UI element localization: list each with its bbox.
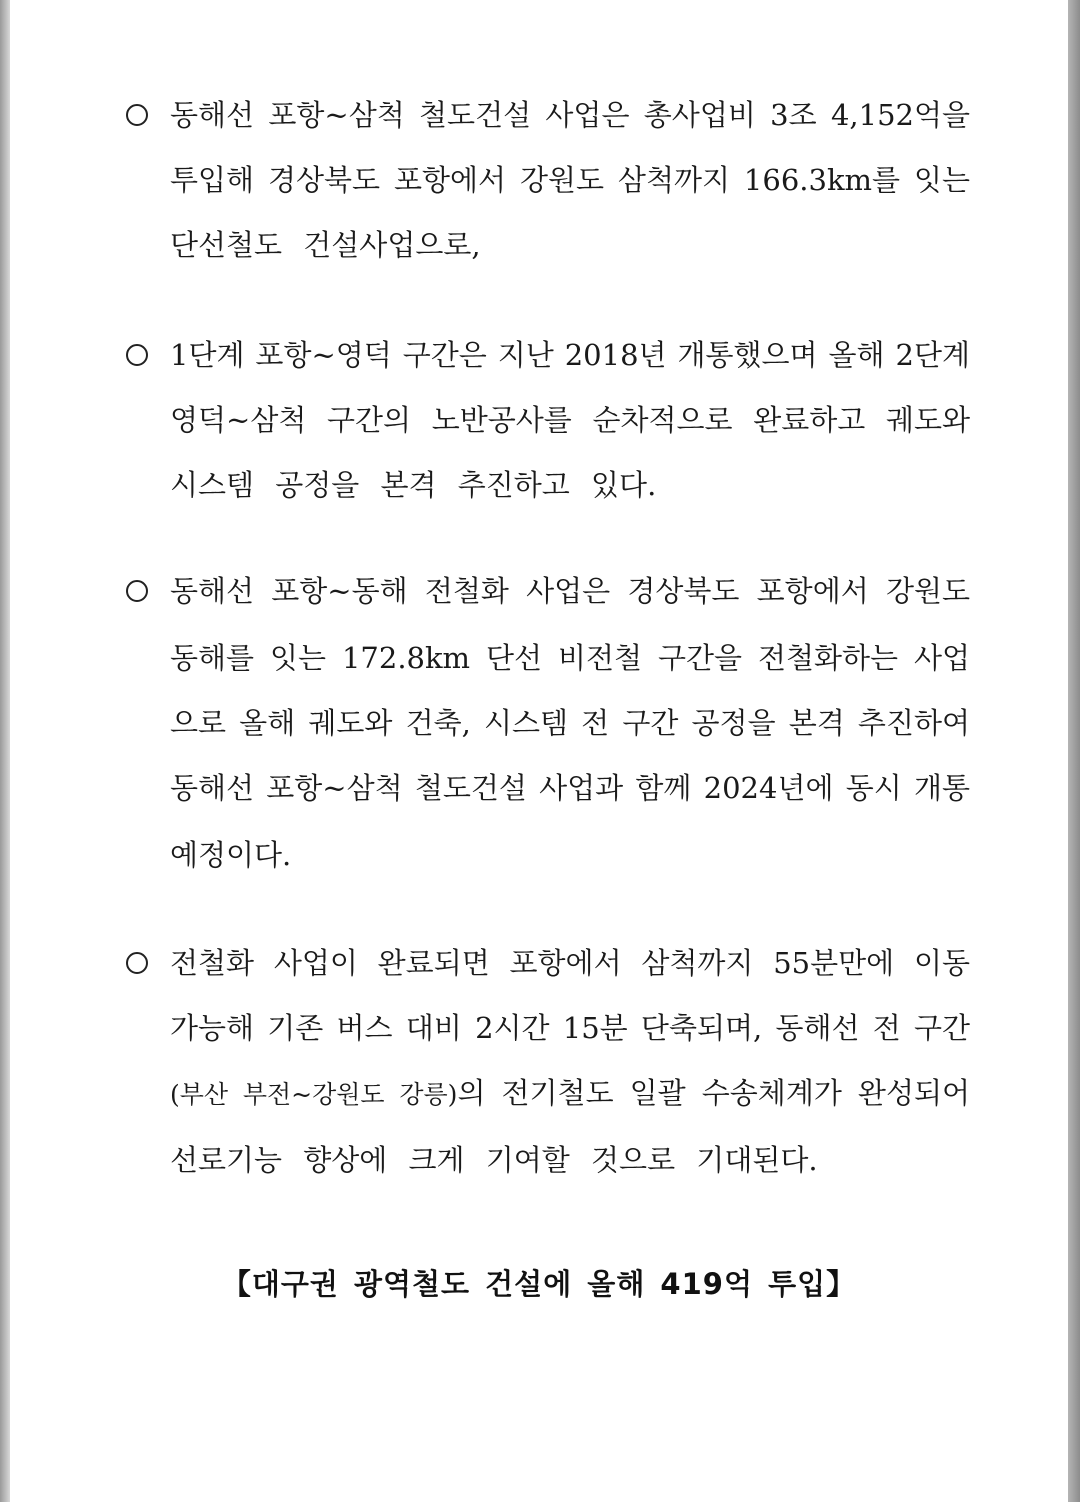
bullet-circle-icon [126, 104, 148, 126]
region-parenthetical: (부산 부전~강원도 강릉) [170, 1080, 458, 1109]
paragraph-line: 선로기능 향상에 크게 기여할 것으로 기대된다. [170, 1143, 818, 1177]
page-edge-right [1068, 0, 1080, 1502]
paragraph-line-with-prefix [170, 1073, 970, 1113]
paragraph-line: 예정이다. [170, 838, 292, 872]
document-page [10, 0, 1068, 1502]
bullet-circle-icon [126, 344, 148, 366]
bullet-circle-icon [126, 952, 148, 974]
bullet-circle-icon [126, 580, 148, 602]
paragraph-line: 1단계 포항~영덕 구간은 지난 2018년 개통했으며 올해 2단계 [170, 338, 970, 372]
paragraph-line: 동해선 포항~삼척 철도건설 사업은 총사업비 3조 4,152억을 [170, 98, 970, 132]
paragraph-line: 동해선 포항~동해 전철화 사업은 경상북도 포항에서 강원도 [170, 574, 970, 608]
paragraph-line: 전철화 사업이 완료되면 포항에서 삼척까지 55분만에 이동 [170, 946, 970, 980]
page-edge-left [0, 0, 10, 1502]
paragraph-line: 동해를 잇는 172.8km 단선 비전철 구간을 전철화하는 사업 [170, 641, 970, 675]
paragraph-line: 동해선 포항~삼척 철도건설 사업과 함께 2024년에 동시 개통 [170, 771, 970, 805]
paragraph-line: 영덕~삼척 구간의 노반공사를 순차적으로 완료하고 궤도와 [170, 403, 970, 437]
paragraph-line-rest: 의 전기철도 일괄 수송체계가 완성되어 [457, 1076, 970, 1110]
paragraph-line: 단선철도 건설사업으로, [170, 228, 481, 262]
paragraph-line: 투입해 경상북도 포항에서 강원도 삼척까지 166.3km를 잇는 [170, 163, 970, 197]
section-heading: 【대구권 광역철도 건설에 올해 419억 투입】 [221, 1267, 857, 1301]
paragraph-line: 가능해 기존 버스 대비 2시간 15분 단축되며, 동해선 전 구간 [170, 1011, 970, 1045]
paragraph-line: 으로 올해 궤도와 건축, 시스템 전 구간 공정을 본격 추진하여 [170, 706, 970, 740]
paragraph-line: 시스템 공정을 본격 추진하고 있다. [170, 468, 657, 502]
